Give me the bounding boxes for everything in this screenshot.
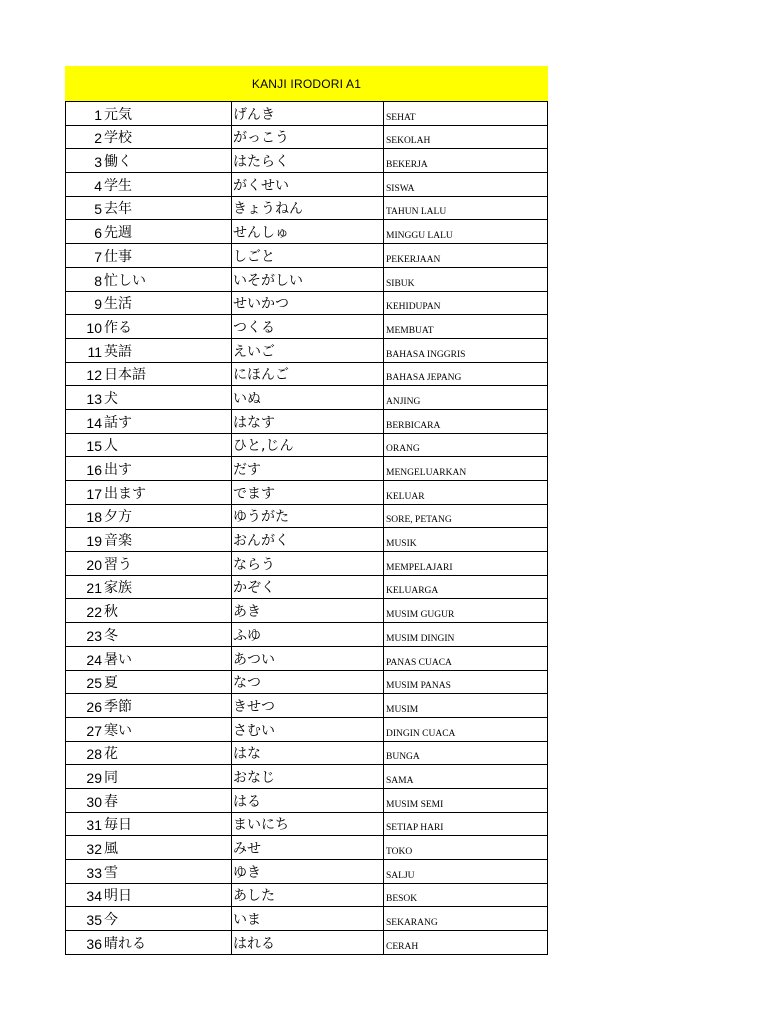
row-number-cell[interactable]: 6 — [66, 220, 104, 244]
row-number-cell[interactable]: 20 — [66, 552, 104, 576]
meaning-cell[interactable]: MUSIM DINGIN — [384, 623, 548, 647]
row-number-cell[interactable]: 32 — [66, 836, 104, 860]
kanji-table — [65, 101, 548, 955]
meaning-cell[interactable]: DINGIN CUACA — [384, 717, 548, 741]
kana-cell[interactable]: せいかつ — [232, 291, 384, 315]
table-row — [66, 575, 548, 599]
table-row — [66, 931, 548, 955]
table-row — [66, 907, 548, 931]
row-number-cell[interactable]: 3 — [66, 149, 104, 173]
row-number-cell[interactable]: 10 — [66, 315, 104, 339]
kanji-cell[interactable]: 風 — [103, 836, 232, 860]
kana-cell[interactable]: がくせい — [232, 173, 384, 197]
row-number-cell[interactable]: 36 — [66, 931, 104, 955]
kanji-cell[interactable]: 働く — [103, 149, 232, 173]
kanji-cell[interactable]: 同 — [103, 765, 232, 789]
kanji-cell[interactable]: 学校 — [103, 125, 232, 149]
table-row — [66, 433, 548, 457]
meaning-cell[interactable]: KELUAR — [384, 481, 548, 505]
kana-cell[interactable]: ゆうがた — [232, 504, 384, 528]
table-row — [66, 315, 548, 339]
table-row — [66, 528, 548, 552]
table-row — [66, 267, 548, 291]
kana-cell[interactable]: きょうねん — [232, 196, 384, 220]
kana-cell[interactable]: いま — [232, 907, 384, 931]
kana-cell[interactable]: さむい — [232, 717, 384, 741]
kanji-cell[interactable]: 習う — [103, 552, 232, 576]
row-number-cell[interactable]: 12 — [66, 362, 104, 386]
meaning-cell[interactable]: MENGELUARKAN — [384, 457, 548, 481]
kana-cell[interactable]: あき — [232, 599, 384, 623]
kanji-cell[interactable]: 音楽 — [103, 528, 232, 552]
kana-cell[interactable]: あつい — [232, 646, 384, 670]
table-row — [66, 125, 548, 149]
meaning-cell[interactable]: BAHASA JEPANG — [384, 362, 548, 386]
meaning-cell[interactable]: SETIAP HARI — [384, 812, 548, 836]
kana-cell[interactable]: あした — [232, 883, 384, 907]
kanji-cell[interactable]: 学生 — [103, 173, 232, 197]
kanji-cell[interactable]: 夕方 — [103, 504, 232, 528]
kana-cell[interactable]: げんき — [232, 102, 384, 126]
row-number-cell[interactable]: 26 — [66, 694, 104, 718]
meaning-cell[interactable]: SAMA — [384, 765, 548, 789]
meaning-cell[interactable]: BERBICARA — [384, 409, 548, 433]
kana-cell[interactable]: せんしゅ — [232, 220, 384, 244]
meaning-cell[interactable]: SISWA — [384, 173, 548, 197]
row-number-cell[interactable]: 17 — [66, 481, 104, 505]
kana-cell[interactable]: おんがく — [232, 528, 384, 552]
kanji-cell[interactable]: 雪 — [103, 860, 232, 884]
meaning-cell[interactable]: MUSIM PANAS — [384, 670, 548, 694]
table-row — [66, 409, 548, 433]
row-number-cell[interactable]: 4 — [66, 173, 104, 197]
meaning-cell[interactable]: SORE, PETANG — [384, 504, 548, 528]
meaning-cell[interactable]: SEKOLAH — [384, 125, 548, 149]
row-number-cell[interactable]: 30 — [66, 788, 104, 812]
meaning-cell[interactable]: TAHUN LALU — [384, 196, 548, 220]
table-row — [66, 717, 548, 741]
meaning-cell[interactable]: PEKERJAAN — [384, 244, 548, 268]
table-row — [66, 173, 548, 197]
kana-cell[interactable]: しごと — [232, 244, 384, 268]
table-row — [66, 149, 548, 173]
row-number-cell[interactable]: 21 — [66, 575, 104, 599]
kana-cell[interactable]: がっこう — [232, 125, 384, 149]
meaning-cell[interactable]: TOKO — [384, 836, 548, 860]
kanji-cell[interactable]: 去年 — [103, 196, 232, 220]
meaning-cell[interactable]: KELUARGA — [384, 575, 548, 599]
table-row — [66, 196, 548, 220]
meaning-cell[interactable]: BESOK — [384, 883, 548, 907]
kanji-cell[interactable]: 季節 — [103, 694, 232, 718]
row-number-cell[interactable]: 7 — [66, 244, 104, 268]
meaning-cell[interactable]: MUSIM GUGUR — [384, 599, 548, 623]
row-number-cell[interactable]: 33 — [66, 860, 104, 884]
row-number-cell[interactable]: 14 — [66, 409, 104, 433]
kanji-cell[interactable]: 寒い — [103, 717, 232, 741]
kanji-cell[interactable]: 犬 — [103, 386, 232, 410]
table-row — [66, 244, 548, 268]
row-number-cell[interactable]: 13 — [66, 386, 104, 410]
meaning-cell[interactable]: BUNGA — [384, 741, 548, 765]
table-row — [66, 623, 548, 647]
table-row — [66, 386, 548, 410]
kanji-cell[interactable]: 日本語 — [103, 362, 232, 386]
kanji-cell[interactable]: 今 — [103, 907, 232, 931]
row-number-cell[interactable]: 9 — [66, 291, 104, 315]
meaning-cell[interactable]: MINGGU LALU — [384, 220, 548, 244]
kana-cell[interactable]: まいにち — [232, 812, 384, 836]
table-row — [66, 883, 548, 907]
table-row — [66, 102, 548, 126]
row-number-cell[interactable]: 28 — [66, 741, 104, 765]
meaning-cell[interactable]: BAHASA INGGRIS — [384, 338, 548, 362]
meaning-cell[interactable]: ANJING — [384, 386, 548, 410]
kanji-cell[interactable]: 話す — [103, 409, 232, 433]
kana-cell[interactable]: みせ — [232, 836, 384, 860]
row-number-cell[interactable]: 29 — [66, 765, 104, 789]
kanji-table-body — [66, 102, 548, 955]
table-row — [66, 765, 548, 789]
meaning-cell[interactable]: CERAH — [384, 931, 548, 955]
row-number-cell[interactable]: 22 — [66, 599, 104, 623]
kanji-cell[interactable]: 家族 — [103, 575, 232, 599]
kana-cell[interactable]: ゆき — [232, 860, 384, 884]
kana-cell[interactable]: えいご — [232, 338, 384, 362]
table-row — [66, 338, 548, 362]
table-row — [66, 670, 548, 694]
kana-cell[interactable]: いそがしい — [232, 267, 384, 291]
row-number-cell[interactable]: 34 — [66, 883, 104, 907]
table-row — [66, 646, 548, 670]
kanji-cell[interactable]: 元気 — [103, 102, 232, 126]
kana-cell[interactable]: かぞく — [232, 575, 384, 599]
kanji-cell[interactable]: 花 — [103, 741, 232, 765]
meaning-cell[interactable]: MUSIM SEMI — [384, 788, 548, 812]
kanji-cell[interactable]: 忙しい — [103, 267, 232, 291]
meaning-cell[interactable]: MEMBUAT — [384, 315, 548, 339]
kana-cell[interactable]: いぬ — [232, 386, 384, 410]
kana-cell[interactable]: はな — [232, 741, 384, 765]
kana-cell[interactable]: だす — [232, 457, 384, 481]
kanji-cell[interactable]: 暑い — [103, 646, 232, 670]
kanji-cell[interactable]: 出す — [103, 457, 232, 481]
row-number-cell[interactable]: 25 — [66, 670, 104, 694]
meaning-cell[interactable]: SIBUK — [384, 267, 548, 291]
kana-cell[interactable]: つくる — [232, 315, 384, 339]
meaning-cell[interactable]: BEKERJA — [384, 149, 548, 173]
kanji-cell[interactable]: 生活 — [103, 291, 232, 315]
meaning-cell[interactable]: ORANG — [384, 433, 548, 457]
kana-cell[interactable]: おなじ — [232, 765, 384, 789]
kanji-cell[interactable]: 晴れる — [103, 931, 232, 955]
meaning-cell[interactable]: SEHAT — [384, 102, 548, 126]
row-number-cell[interactable]: 31 — [66, 812, 104, 836]
kanji-cell[interactable]: 毎日 — [103, 812, 232, 836]
table-row — [66, 788, 548, 812]
table-row — [66, 220, 548, 244]
table-row — [66, 836, 548, 860]
kanji-cell[interactable]: 秋 — [103, 599, 232, 623]
meaning-cell[interactable]: MEMPELAJARI — [384, 552, 548, 576]
table-row — [66, 457, 548, 481]
kanji-cell[interactable]: 春 — [103, 788, 232, 812]
table-row — [66, 599, 548, 623]
kanji-cell[interactable]: 明日 — [103, 883, 232, 907]
row-number-cell[interactable]: 27 — [66, 717, 104, 741]
table-row — [66, 291, 548, 315]
row-number-cell[interactable]: 15 — [66, 433, 104, 457]
row-number-cell[interactable]: 18 — [66, 504, 104, 528]
meaning-cell[interactable]: KEHIDUPAN — [384, 291, 548, 315]
table-row — [66, 860, 548, 884]
kana-cell[interactable]: にほんご — [232, 362, 384, 386]
meaning-cell[interactable]: MUSIK — [384, 528, 548, 552]
row-number-cell[interactable]: 8 — [66, 267, 104, 291]
kana-cell[interactable]: はなす — [232, 409, 384, 433]
table-row — [66, 362, 548, 386]
row-number-cell[interactable]: 2 — [66, 125, 104, 149]
kanji-cell[interactable]: 夏 — [103, 670, 232, 694]
kana-cell[interactable]: ならう — [232, 552, 384, 576]
meaning-cell[interactable]: PANAS CUACA — [384, 646, 548, 670]
kana-cell[interactable]: はたらく — [232, 149, 384, 173]
table-row — [66, 552, 548, 576]
kanji-cell[interactable]: 人 — [103, 433, 232, 457]
kanji-cell[interactable]: 出ます — [103, 481, 232, 505]
row-number-cell[interactable]: 23 — [66, 623, 104, 647]
kana-cell[interactable]: なつ — [232, 670, 384, 694]
kana-cell[interactable]: はれる — [232, 931, 384, 955]
meaning-cell[interactable]: SEKARANG — [384, 907, 548, 931]
kanji-cell[interactable]: 仕事 — [103, 244, 232, 268]
row-number-cell[interactable]: 5 — [66, 196, 104, 220]
meaning-cell[interactable]: MUSIM — [384, 694, 548, 718]
kanji-cell[interactable]: 先週 — [103, 220, 232, 244]
meaning-cell[interactable]: SALJU — [384, 860, 548, 884]
kana-cell[interactable]: きせつ — [232, 694, 384, 718]
table-row — [66, 504, 548, 528]
row-number-cell[interactable]: 16 — [66, 457, 104, 481]
kana-cell[interactable]: ふゆ — [232, 623, 384, 647]
kana-cell[interactable]: でます — [232, 481, 384, 505]
kana-cell[interactable]: はる — [232, 788, 384, 812]
table-row — [66, 694, 548, 718]
row-number-cell[interactable]: 1 — [66, 102, 104, 126]
row-number-cell[interactable]: 35 — [66, 907, 104, 931]
kana-cell[interactable]: ひと,じん — [232, 433, 384, 457]
row-number-cell[interactable]: 24 — [66, 646, 104, 670]
row-number-cell[interactable]: 19 — [66, 528, 104, 552]
kanji-cell[interactable]: 英語 — [103, 338, 232, 362]
kanji-cell[interactable]: 冬 — [103, 623, 232, 647]
sheet-title: KANJI IRODORI A1 — [65, 66, 548, 101]
kanji-cell[interactable]: 作る — [103, 315, 232, 339]
row-number-cell[interactable]: 11 — [66, 338, 104, 362]
table-row — [66, 741, 548, 765]
table-row — [66, 812, 548, 836]
table-row — [66, 481, 548, 505]
